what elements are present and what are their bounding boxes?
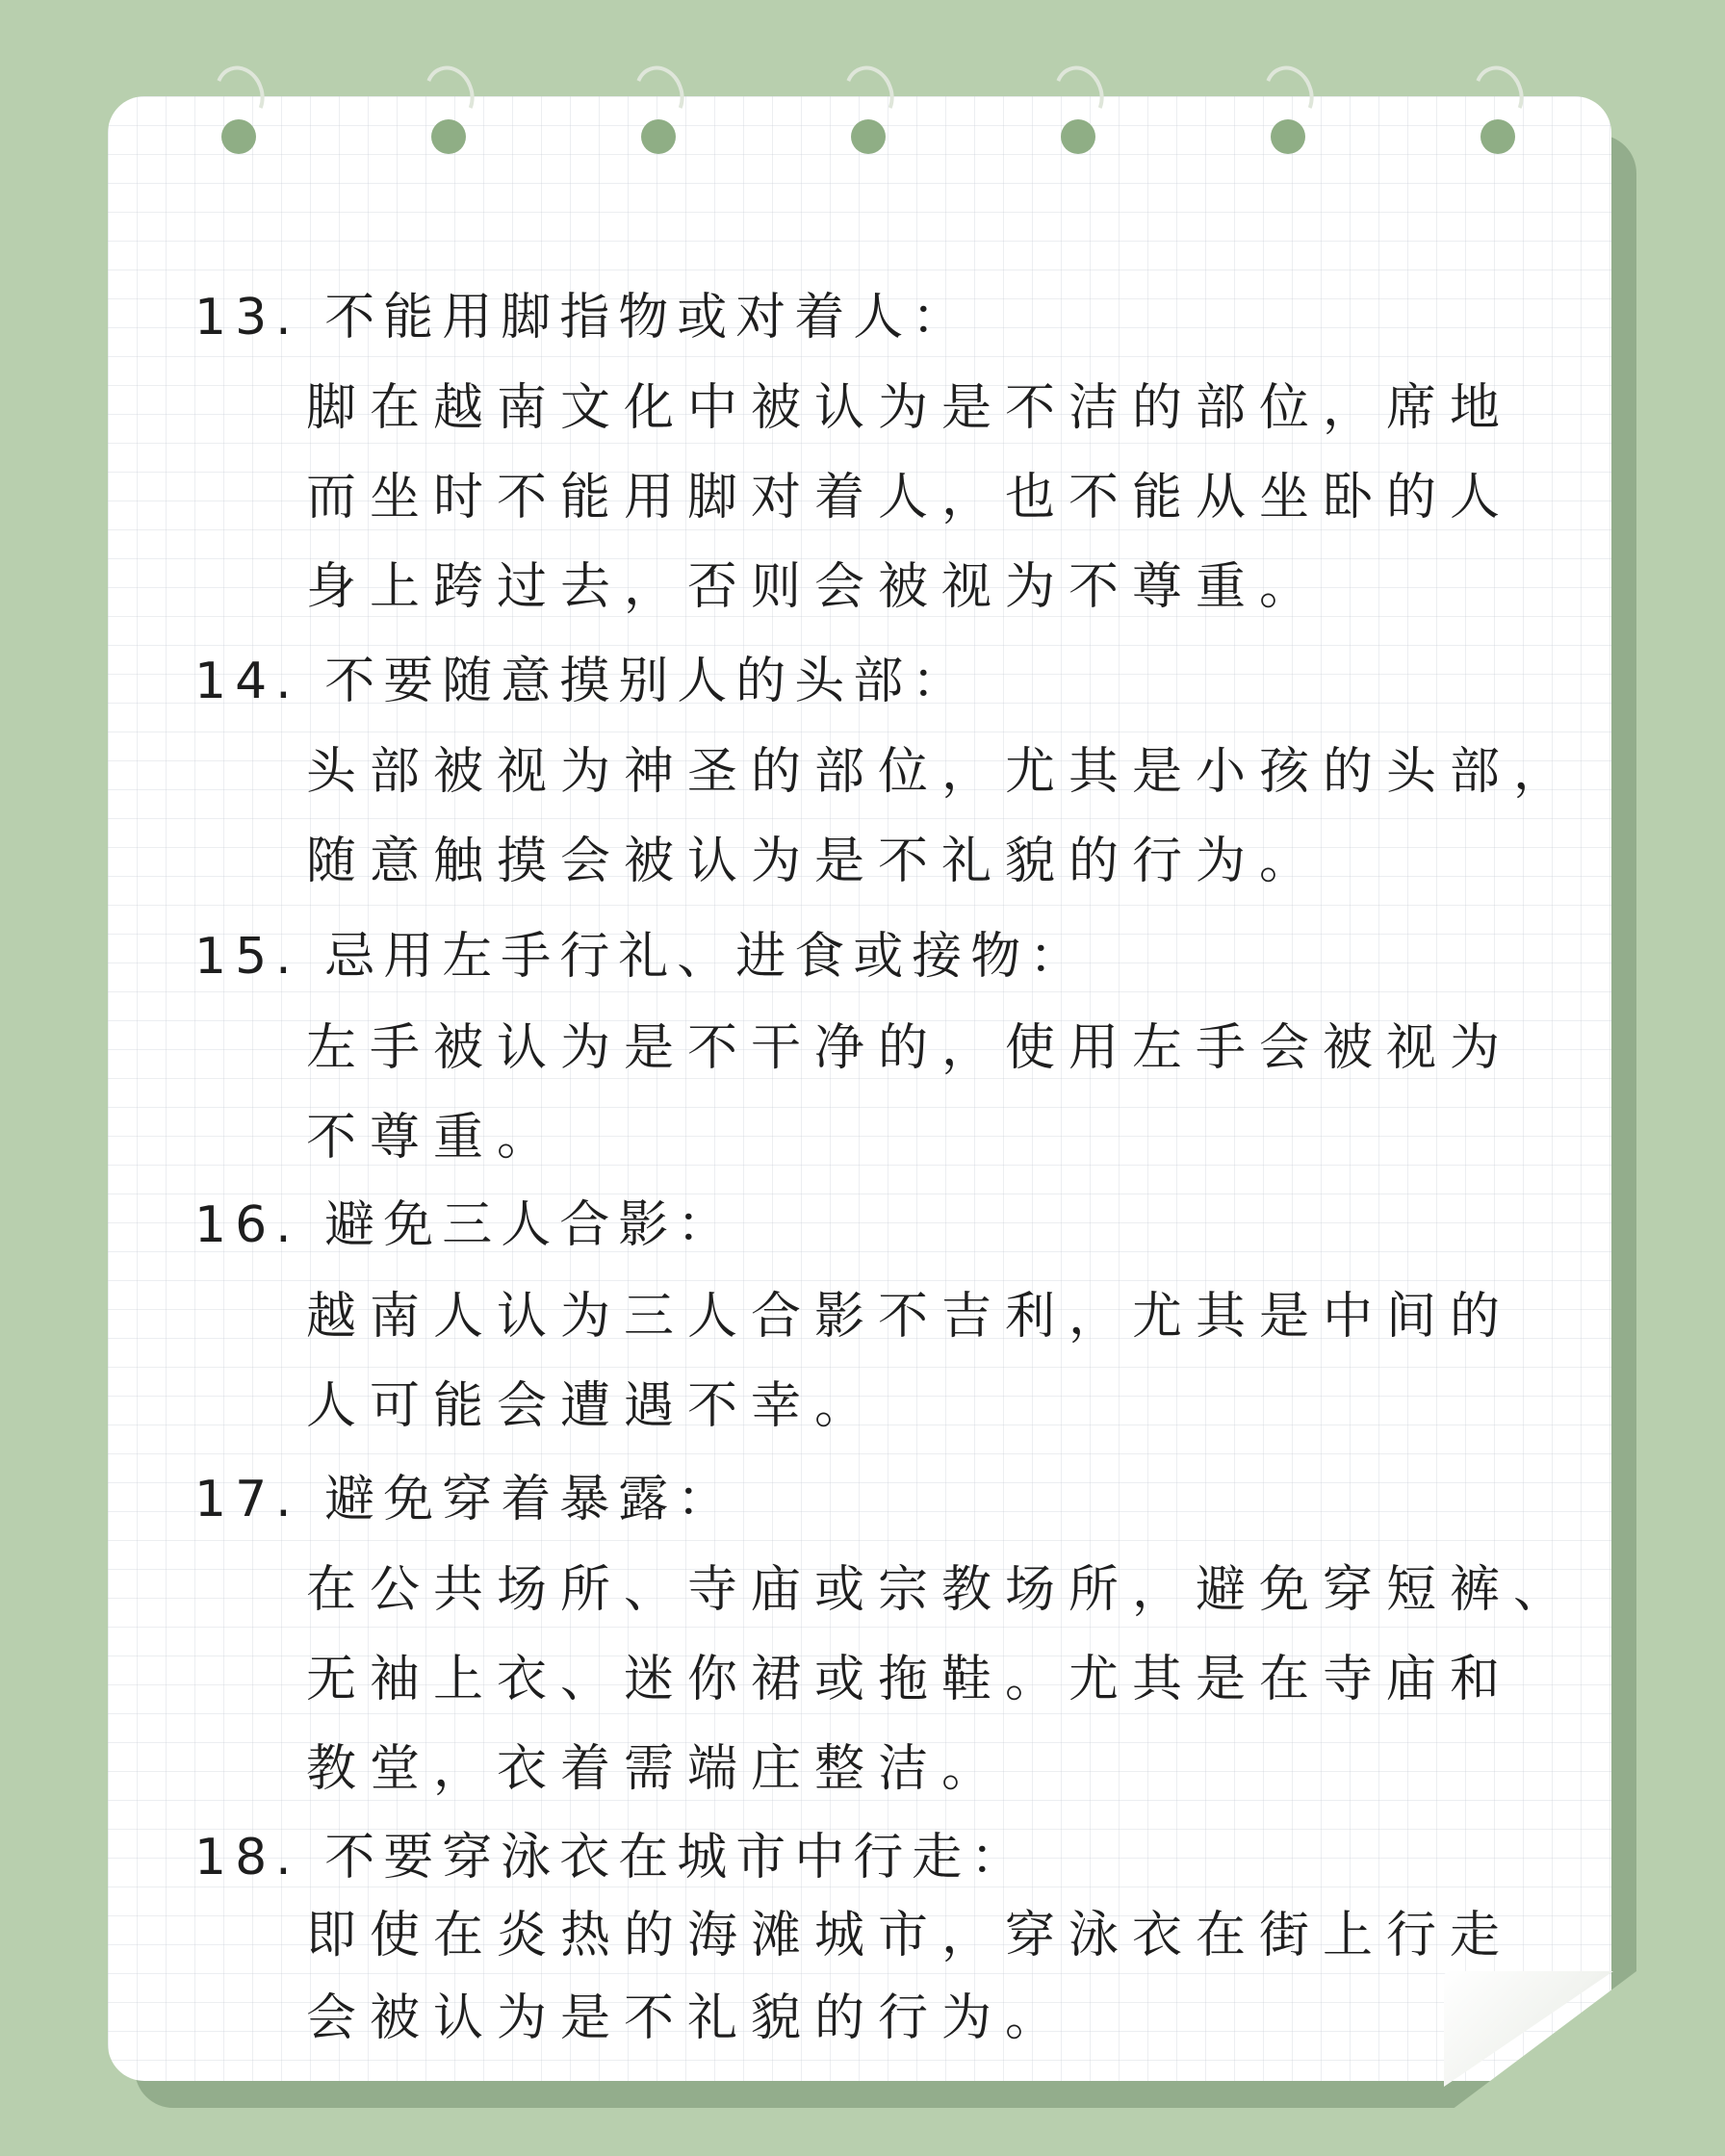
item-body-17	[306, 1546, 1578, 1814]
item-line: 教堂，衣着需端庄整洁。	[306, 1740, 1006, 1798]
item-title-16: 16. 避免三人合影：	[194, 1196, 736, 1254]
item-body-16	[306, 1272, 1558, 1451]
item-line: 无袖上衣、迷你裙或拖鞋。尤其是在寺庙和	[306, 1651, 1514, 1708]
item-line: 头部被视为神圣的部位，尤其是小孩的头部，	[306, 743, 1578, 801]
item-line: 随意触摸会被认为是不礼貌的行为。	[306, 833, 1324, 890]
item-line: 而坐时不能用脚对着人，也不能从坐卧的人	[306, 469, 1514, 526]
item-line: 在公共场所、寺庙或宗教场所，避免穿短裤、	[306, 1561, 1578, 1619]
item-body-13	[306, 364, 1558, 632]
item-body-14	[306, 728, 1578, 907]
item-line: 即使在炎热的海滩城市，穿泳衣在街上行走	[306, 1907, 1514, 1964]
item-title-14: 14. 不要随意摸别人的头部：	[194, 653, 971, 710]
item-line: 脚在越南文化中被认为是不洁的部位，席地	[306, 379, 1514, 437]
item-title-17: 17. 避免穿着暴露：	[194, 1471, 736, 1528]
item-line: 会被认为是不礼貌的行为。	[306, 1989, 1069, 2047]
item-line: 不尊重。	[306, 1109, 561, 1167]
item-title-18: 18. 不要穿泳衣在城市中行走：	[194, 1829, 1030, 1886]
item-title-15: 15. 忌用左手行礼、进食或接物：	[194, 928, 1089, 986]
item-line: 身上跨过去，否则会被视为不尊重。	[306, 558, 1324, 616]
item-line: 左手被认为是不干净的，使用左手会被视为	[306, 1019, 1514, 1077]
item-body-15	[306, 1004, 1558, 1183]
item-title-13: 13. 不能用脚指物或对着人：	[194, 289, 971, 346]
item-line: 人可能会遭遇不幸。	[306, 1377, 879, 1435]
item-body-18	[306, 1894, 1558, 2060]
item-line: 越南人认为三人合影不吉利，尤其是中间的	[306, 1288, 1514, 1346]
